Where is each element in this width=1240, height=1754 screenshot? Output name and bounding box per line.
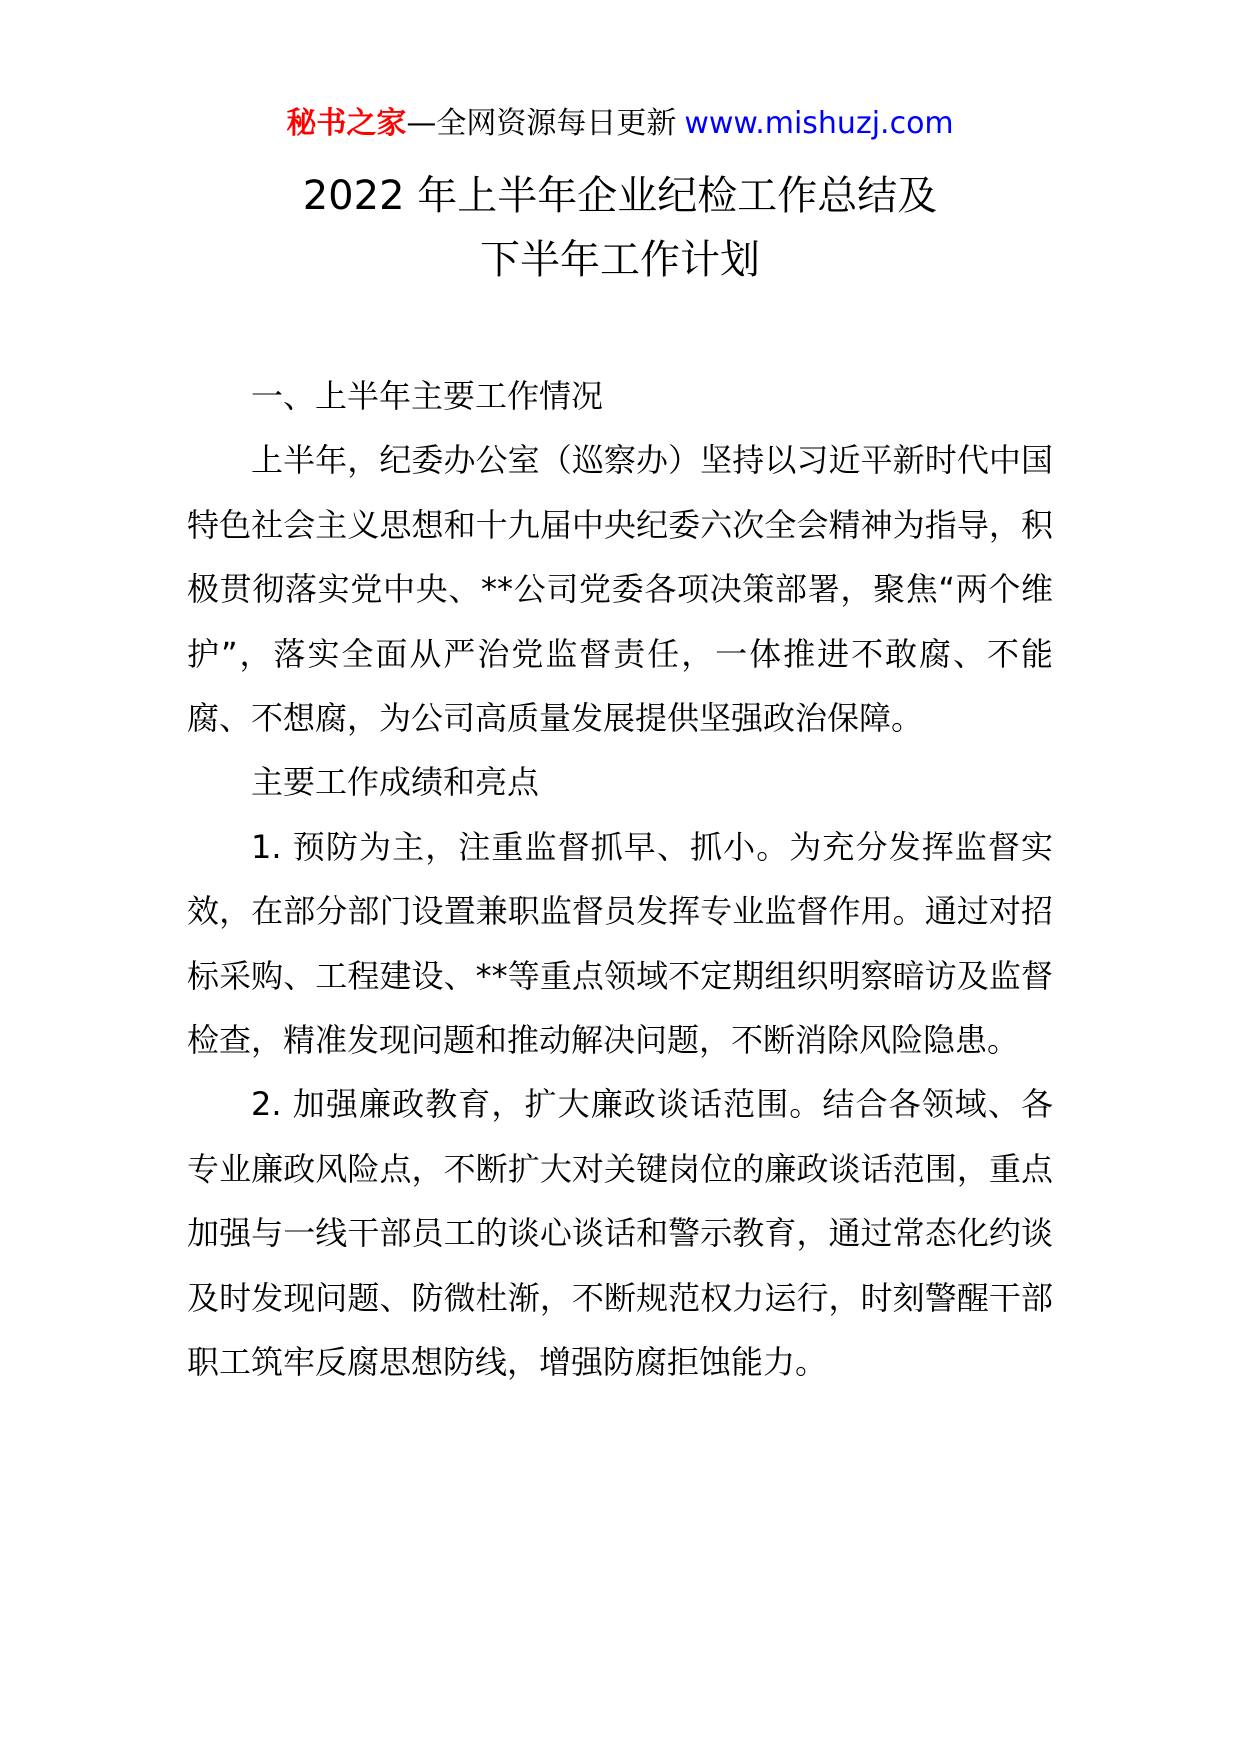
brand-name: 秘书之家 — [286, 106, 407, 141]
page-header — [0, 104, 1240, 144]
paragraph-item-1: 1. 预防为主，注重监督抓早、抓小。为充分发挥监督实效，在部分部门设置兼职监督员发挥专业监督作用。通过对招标采购、工程建设、**等重点领域不定期组织明察暗访及监督检查，精准发现问题和推动解决问题，不断消除风险隐患。 — [187, 827, 1053, 1060]
paragraph-intro: 上半年，纪委办公室（巡察办）坚持以习近平新时代中国特色社会主义思想和十九届中央纪委六次全会精神为指导，积极贯彻落实党中央、**公司党委各项决策部署，聚焦“两个维护”，落实全面从严治党监督责任，一体推进不敢腐、不能腐、不想腐，为公司高质量发展提供坚强政治保障。 — [187, 441, 1053, 738]
document-body — [187, 364, 1053, 1395]
site-url-link[interactable]: www.mishuzj.com — [684, 106, 954, 141]
title-line-2: 下半年工作计划 — [480, 237, 760, 283]
header-slogan: —全网资源每日更新 — [406, 106, 677, 141]
subsection-heading: 主要工作成绩和亮点 — [251, 763, 540, 802]
section-heading: 一、上半年主要工作情况 — [251, 377, 604, 415]
title-line-1: 2022 年上半年企业纪检工作总结及 — [302, 173, 938, 219]
document-title — [0, 164, 1240, 292]
paragraph-item-2: 2. 加强廉政教育，扩大廉政谈话范围。结合各领域、各专业廉政风险点，不断扩大对关键岗位的廉政谈话范围，重点加强与一线干部员工的谈心谈话和警示教育，通过常态化约谈及时发现问题、防微杜渐，不断规范权力运行，时刻警醒干部职工筑牢反腐思想防线，增强防腐拒蚀能力。 — [187, 1085, 1053, 1382]
